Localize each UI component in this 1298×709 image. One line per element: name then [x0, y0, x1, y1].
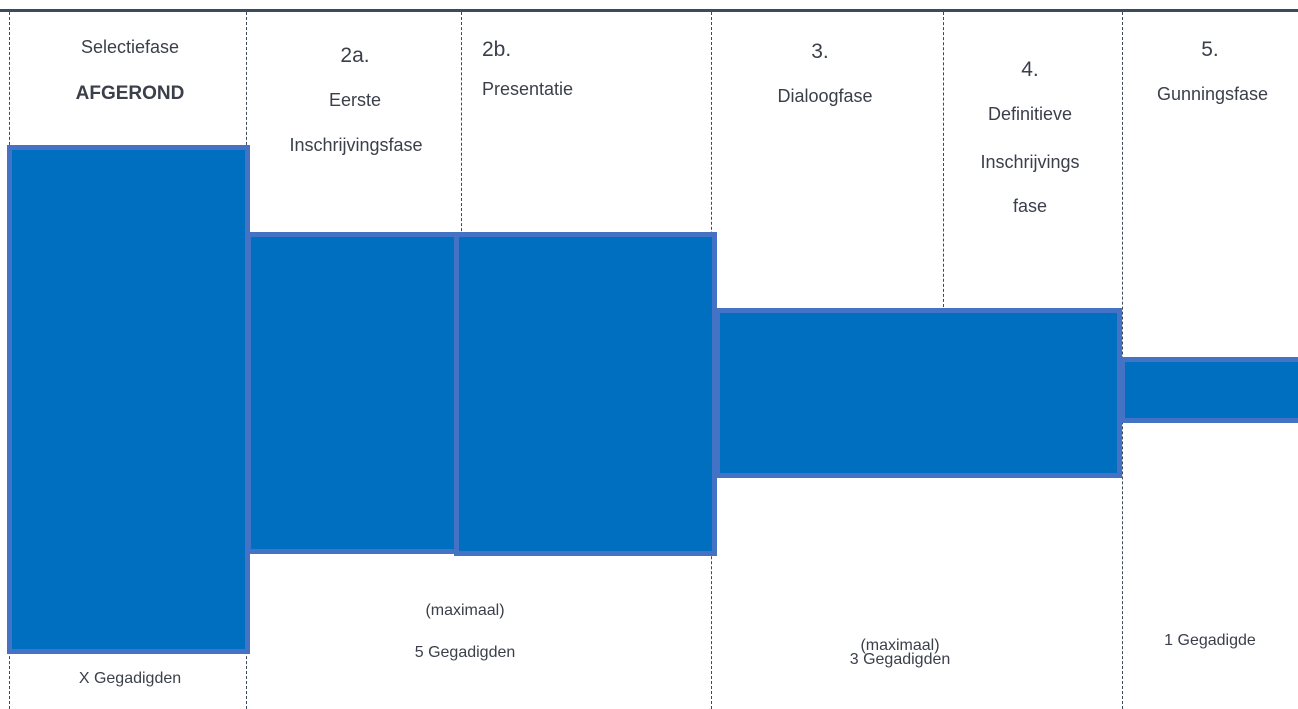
phase-2a-block [246, 232, 460, 554]
phase-2a-name-line2: Inschrijvingsfase [289, 135, 423, 155]
phase-1-name: Selectiefase [80, 37, 180, 57]
phase-1-block [7, 145, 250, 654]
phase-3-name: Dialoogfase [777, 86, 873, 106]
separator-3-4 [943, 12, 944, 312]
phase-4-name-line2: Inschrijvings [980, 152, 1080, 172]
phase-4-name-line3: fase [1012, 196, 1048, 216]
phase-3-number: 3. [811, 40, 829, 63]
phase-2-count: 5 Gegadigden [414, 644, 516, 661]
phase-2-qualifier: (maximaal) [425, 602, 505, 619]
phase-4-name-line1: Definitieve [987, 104, 1073, 124]
phase-4-number: 4. [1021, 58, 1039, 81]
phase-5-name: Gunningsfase [1156, 84, 1269, 104]
phase-3-4-block [715, 308, 1122, 478]
phase-1-status: AFGEROND [75, 83, 185, 104]
top-border-line [0, 9, 1298, 12]
phase-2b-name: Presentatie [482, 79, 574, 99]
phase-3-4-count: 3 Gegadigden [849, 651, 951, 668]
phase-2b-block [454, 232, 717, 556]
phase-5-count: 1 Gegadigde [1164, 632, 1256, 649]
phase-2a-name-line1: Eerste [328, 90, 382, 110]
phase-2b-number: 2b. [482, 38, 512, 61]
phase-1-count: X Gegadigden [78, 670, 182, 687]
phase-3-4-qualifier: (maximaal) [860, 637, 940, 654]
phase-5-number: 5. [1201, 38, 1219, 61]
phase-2a-number: 2a. [340, 44, 370, 67]
phase-5-block [1120, 357, 1298, 423]
